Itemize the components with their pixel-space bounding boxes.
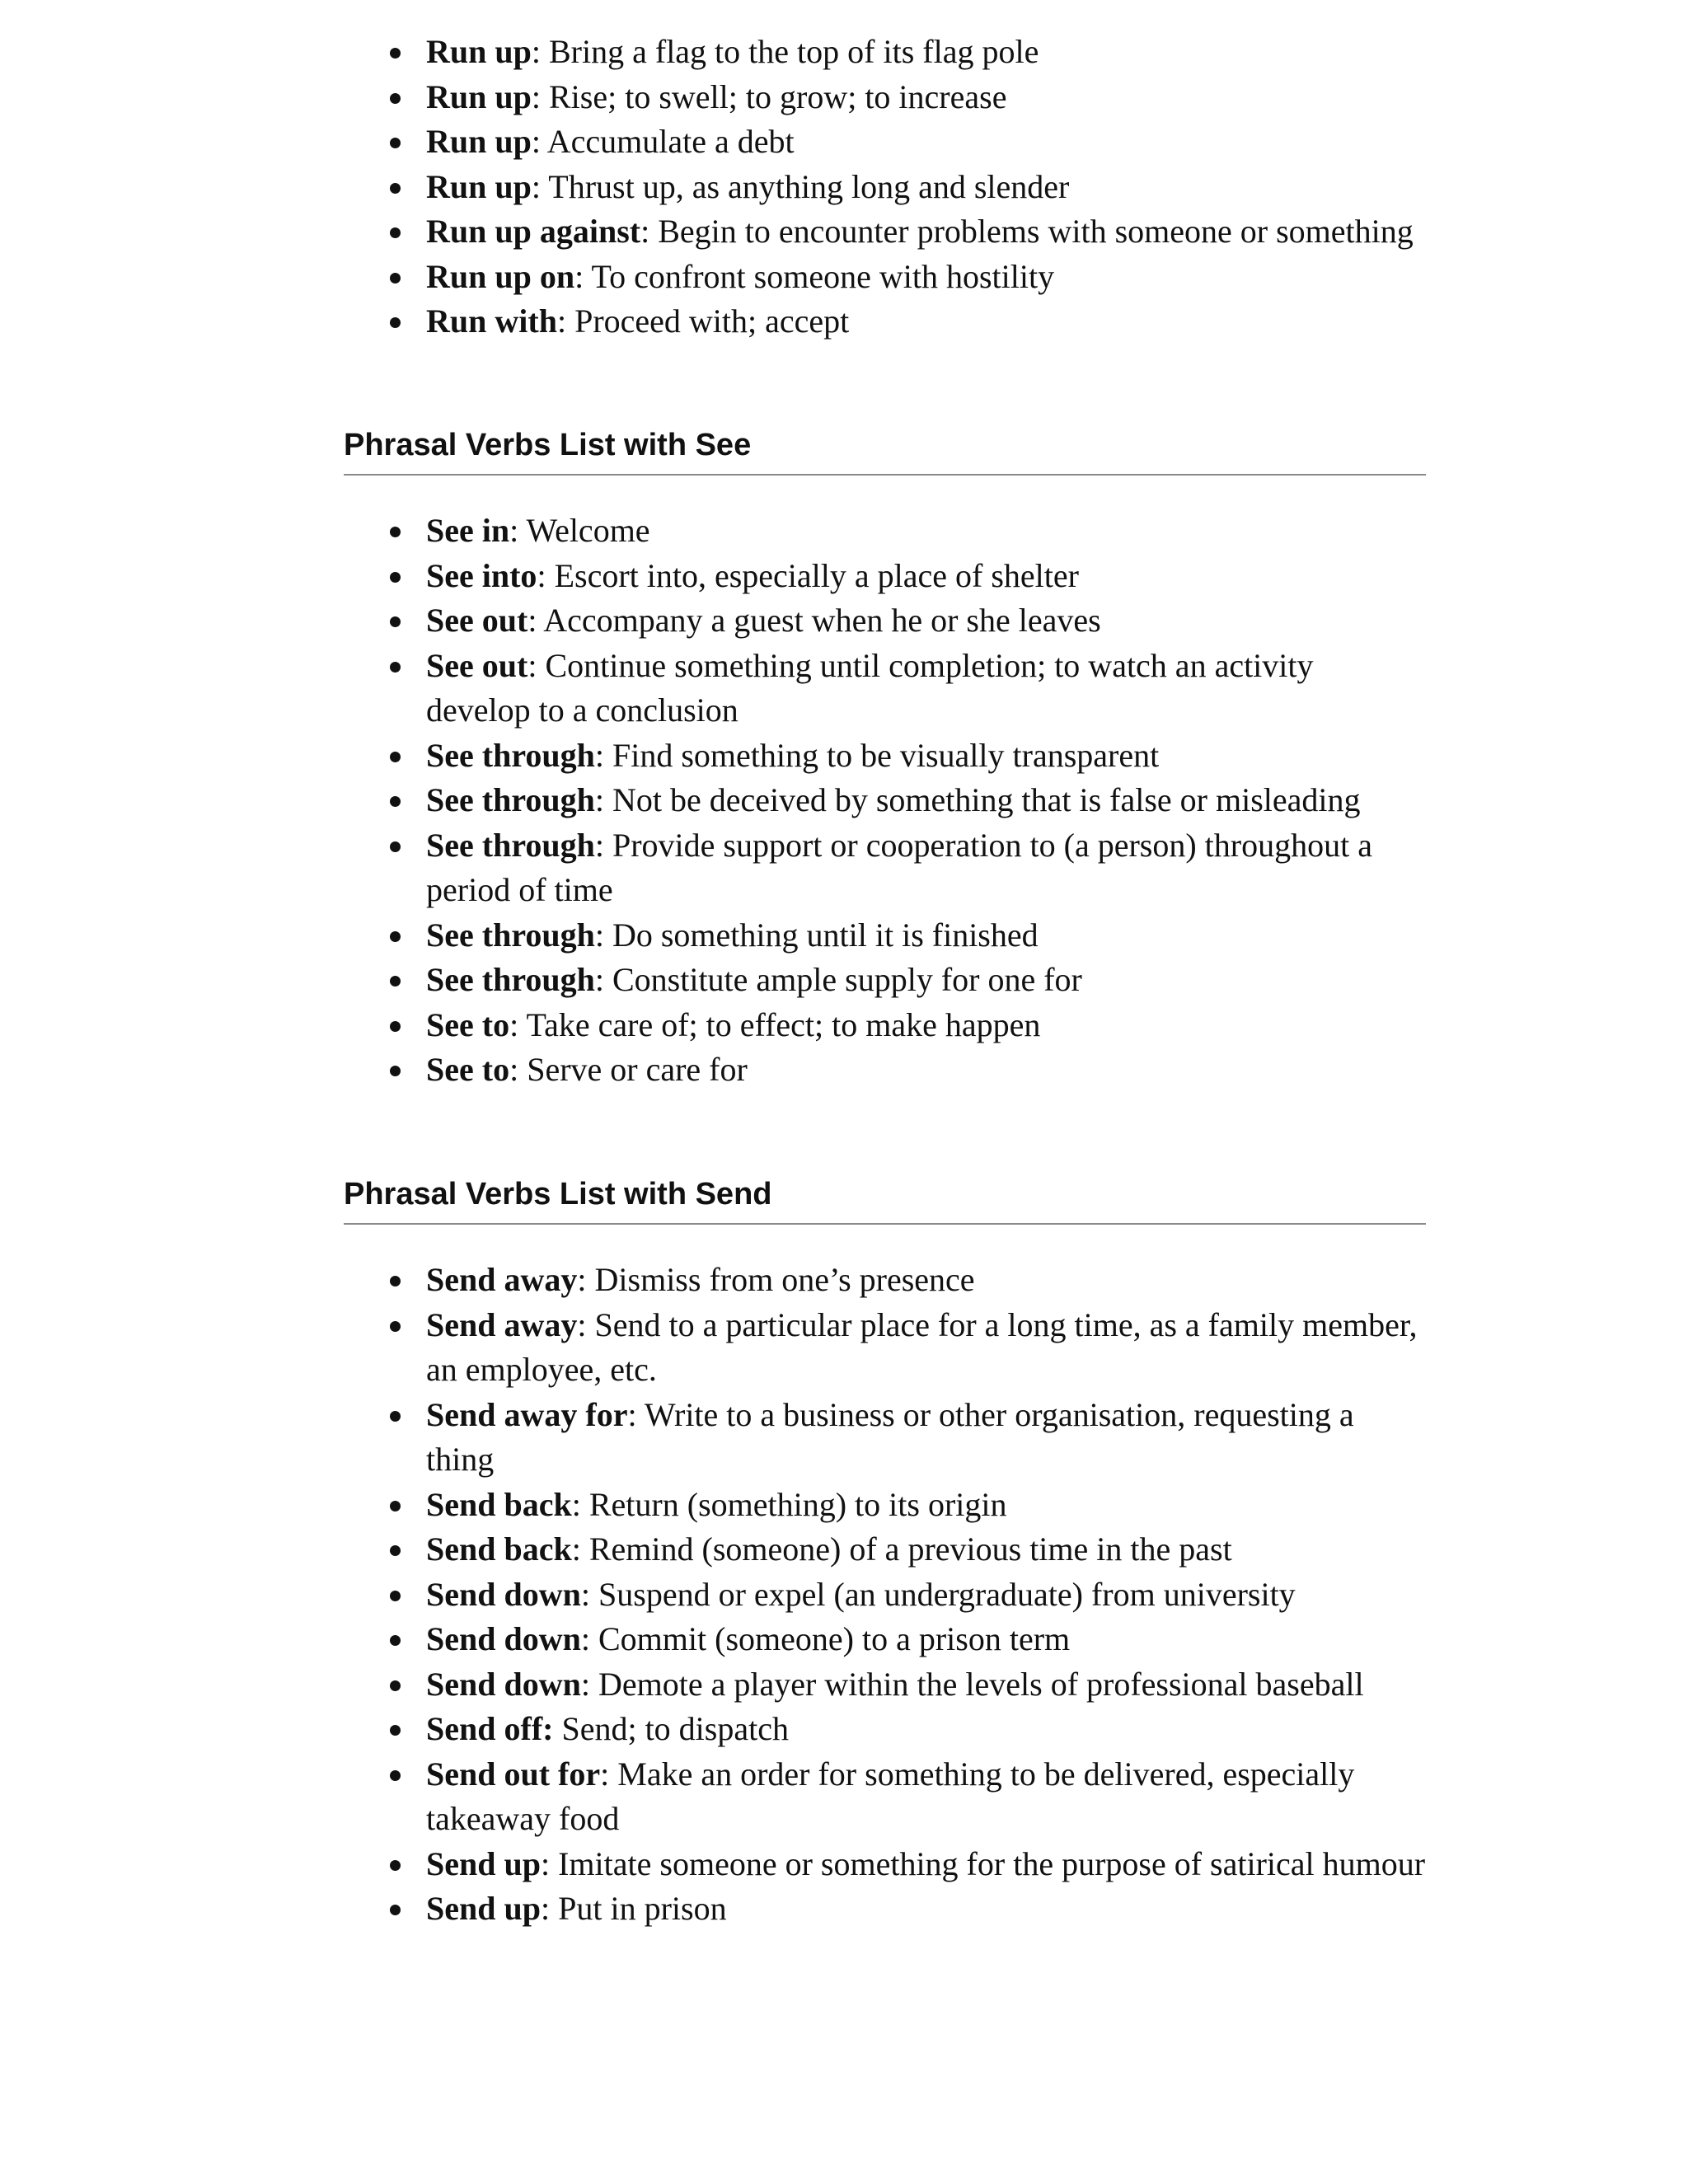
term-separator: : [580,1665,598,1703]
bullet-icon [390,796,401,807]
bullet-icon [390,931,401,942]
bullet-icon [390,1591,401,1601]
phrasal-verb-term: Run up against [426,213,641,250]
term-separator: : [528,646,546,684]
bullet-icon [390,1501,401,1511]
bullet-icon [390,616,401,627]
phrasal-verb-definition: Put in prison [558,1890,727,1927]
list-item [344,75,1426,120]
phrasal-verb-term: Send down [426,1665,581,1703]
list-item [344,1483,1426,1528]
term-separator: : [509,512,527,549]
bullet-icon [390,1905,401,1915]
term-separator: : [531,123,547,160]
list-item [344,778,1426,823]
bullet-icon [390,273,401,284]
phrasal-verb-definition: To confront someone with hostility [591,257,1055,295]
term-separator: : [594,826,612,864]
phrasal-verb-definition: Proceed with; accept [574,302,850,340]
phrasal-verb-definition: Rise; to swell; to grow; to increase [549,77,1007,115]
phrasal-verb-term: Send up [426,1844,541,1882]
phrasal-verb-definition: Suspend or expel (an undergraduate) from university [598,1575,1296,1613]
term-separator: : [571,1530,589,1568]
phrasal-verb-term: Run up [426,167,532,205]
phrasal-verb-term: Send back [426,1485,572,1523]
list-item [344,299,1426,344]
term-separator: : [537,556,555,594]
term-separator: : [600,1755,618,1793]
phrasal-verb-term: Send away for [426,1395,628,1433]
bullet-icon [390,93,401,104]
phrasal-verb-term: Send away [426,1261,578,1298]
phrasal-verb-term: See in [426,512,510,549]
see-verbs-list [344,509,1426,1093]
see-section-header [344,426,1426,476]
list-item [344,1258,1426,1303]
list-item [344,1752,1426,1842]
term-separator: : [556,302,575,340]
list-item [344,598,1426,644]
phrasal-verb-definition: Thrust up, as anything long and slender [548,167,1070,205]
bullet-icon [390,1021,401,1032]
phrasal-verb-term: Run up [426,33,532,70]
term-separator: : [574,257,592,295]
phrasal-verb-term: See into [426,556,537,594]
list-item [344,1047,1426,1093]
term-separator: : [531,167,549,205]
phrasal-verb-term: Run up on [426,257,575,295]
term-separator: : [531,33,549,70]
bullet-icon [390,752,401,762]
term-separator: : [540,1890,559,1927]
list-item [344,1527,1426,1572]
term-separator: : [640,213,659,250]
send-section-header [344,1175,1426,1225]
phrasal-verb-term: See through [426,736,595,774]
term-separator: : [571,1485,589,1523]
list-item [344,554,1426,599]
section-heading-send: Phrasal Verbs List with Send [344,1175,1426,1225]
bullet-icon [390,1276,401,1286]
bullet-icon [390,1411,401,1422]
term-separator: : [531,77,549,115]
bullet-icon [390,841,401,852]
phrasal-verb-term: Run up [426,77,532,115]
list-item [344,509,1426,554]
bullet-icon [390,1860,401,1871]
phrasal-verb-definition: Bring a flag to the top of its flag pole [549,33,1039,70]
list-item [344,913,1426,958]
term-separator: : [577,1261,595,1298]
list-item [344,1707,1426,1752]
list-item [344,1886,1426,1932]
list-item [344,30,1426,75]
phrasal-verb-term: See to [426,1005,510,1043]
phrasal-verb-definition: Send to a particular place for a long time, as a family member, an employee, etc. [426,1305,1418,1388]
bullet-icon [390,48,401,59]
term-separator: : [509,1005,527,1043]
phrasal-verb-definition: Serve or care for [527,1051,748,1088]
phrasal-verb-term: Send away [426,1305,578,1343]
phrasal-verb-term: See out [426,646,528,684]
phrasal-verb-definition: Return (something) to its origin [588,1485,1007,1523]
bullet-icon [390,1680,401,1691]
phrasal-verb-definition: Commit (someone) to a prison term [598,1620,1071,1657]
phrasal-verb-term: Send down [426,1575,581,1613]
term-separator: : [594,916,612,954]
phrasal-verb-definition: Accompany a guest when he or she leaves [543,602,1101,639]
phrasal-verb-definition: Escort into, especially a place of shelter [554,556,1079,594]
phrasal-verb-definition: Imitate someone or something for the purpose of satirical humour [558,1844,1426,1882]
phrasal-verb-definition: Do something until it is finished [612,916,1039,954]
term-separator: : [627,1395,645,1433]
term-separator: : [540,1844,559,1882]
bullet-icon [390,1321,401,1332]
phrasal-verb-definition: Provide support or cooperation to (a person) throughout a period of time [426,826,1372,908]
list-item [344,165,1426,210]
bullet-icon [390,1545,401,1556]
list-item [344,1393,1426,1483]
phrasal-verb-definition: Dismiss from one’s presence [594,1261,975,1298]
bullet-icon [390,976,401,987]
phrasal-verb-definition: Begin to encounter problems with someone or something [658,213,1414,250]
bullet-icon [390,183,401,194]
term-separator: : [594,961,612,998]
phrasal-verb-definition: Accumulate a debt [546,123,795,160]
phrasal-verb-definition: Demote a player within the levels of professional baseball [598,1665,1364,1703]
list-item [344,1303,1426,1393]
phrasal-verb-definition: Make an order for something to be delivered, especially takeaway food [426,1755,1355,1837]
list-item [344,958,1426,1003]
phrasal-verb-term: See out [426,602,528,639]
bullet-icon [390,227,401,238]
phrasal-verb-term: Send off: [426,1710,554,1747]
list-item [344,120,1426,165]
list-item [344,1662,1426,1708]
phrasal-verb-definition: Continue something until completion; to watch an activity develop to a conclusion [426,646,1314,729]
term-separator [553,1710,561,1747]
bullet-icon [390,662,401,673]
phrasal-verb-definition: Find something to be visually transparent [612,736,1160,774]
phrasal-verb-definition: Welcome [526,512,650,549]
term-separator: : [577,1305,595,1343]
list-item [344,1617,1426,1662]
phrasal-verb-term: See through [426,781,595,818]
phrasal-verb-term: See through [426,826,595,864]
list-item [344,644,1426,733]
phrasal-verb-definition: Constitute ample supply for one for [612,961,1082,998]
phrasal-verb-term: Send down [426,1620,581,1657]
term-separator: : [594,736,612,774]
bullet-icon [390,1770,401,1781]
run-verbs-list [344,30,1426,344]
phrasal-verb-term: Send back [426,1530,572,1568]
term-separator: : [528,602,544,639]
bullet-icon [390,572,401,583]
list-item [344,1003,1426,1048]
phrasal-verb-term: Send out for [426,1755,601,1793]
send-verbs-list [344,1258,1426,1932]
list-item [344,1842,1426,1887]
bullet-icon [390,1066,401,1076]
phrasal-verb-definition: Remind (someone) of a previous time in the past [588,1530,1232,1568]
list-item [344,255,1426,300]
phrasal-verb-term: Send up [426,1890,541,1927]
list-item [344,823,1426,913]
bullet-icon [390,317,401,328]
term-separator: : [580,1620,598,1657]
phrasal-verb-definition: Take care of; to effect; to make happen [526,1005,1041,1043]
term-separator: : [594,781,612,818]
phrasal-verb-term: Run with [426,302,557,340]
phrasal-verb-definition: Write to a business or other organisation, requesting a thing [426,1395,1354,1478]
phrasal-verb-definition: Not be deceived by something that is false or misleading [612,781,1361,818]
bullet-icon [390,527,401,537]
bullet-icon [390,138,401,148]
section-heading-see: Phrasal Verbs List with See [344,426,1426,476]
phrasal-verb-term: See to [426,1051,510,1088]
term-separator: : [509,1051,528,1088]
bullet-icon [390,1635,401,1646]
list-item [344,733,1426,779]
phrasal-verb-definition: Send; to dispatch [561,1710,789,1747]
phrasal-verb-term: Run up [426,123,532,160]
list-item [344,209,1426,255]
phrasal-verb-term: See through [426,916,595,954]
term-separator: : [580,1575,598,1613]
list-item [344,1572,1426,1618]
bullet-icon [390,1725,401,1736]
phrasal-verb-term: See through [426,961,595,998]
